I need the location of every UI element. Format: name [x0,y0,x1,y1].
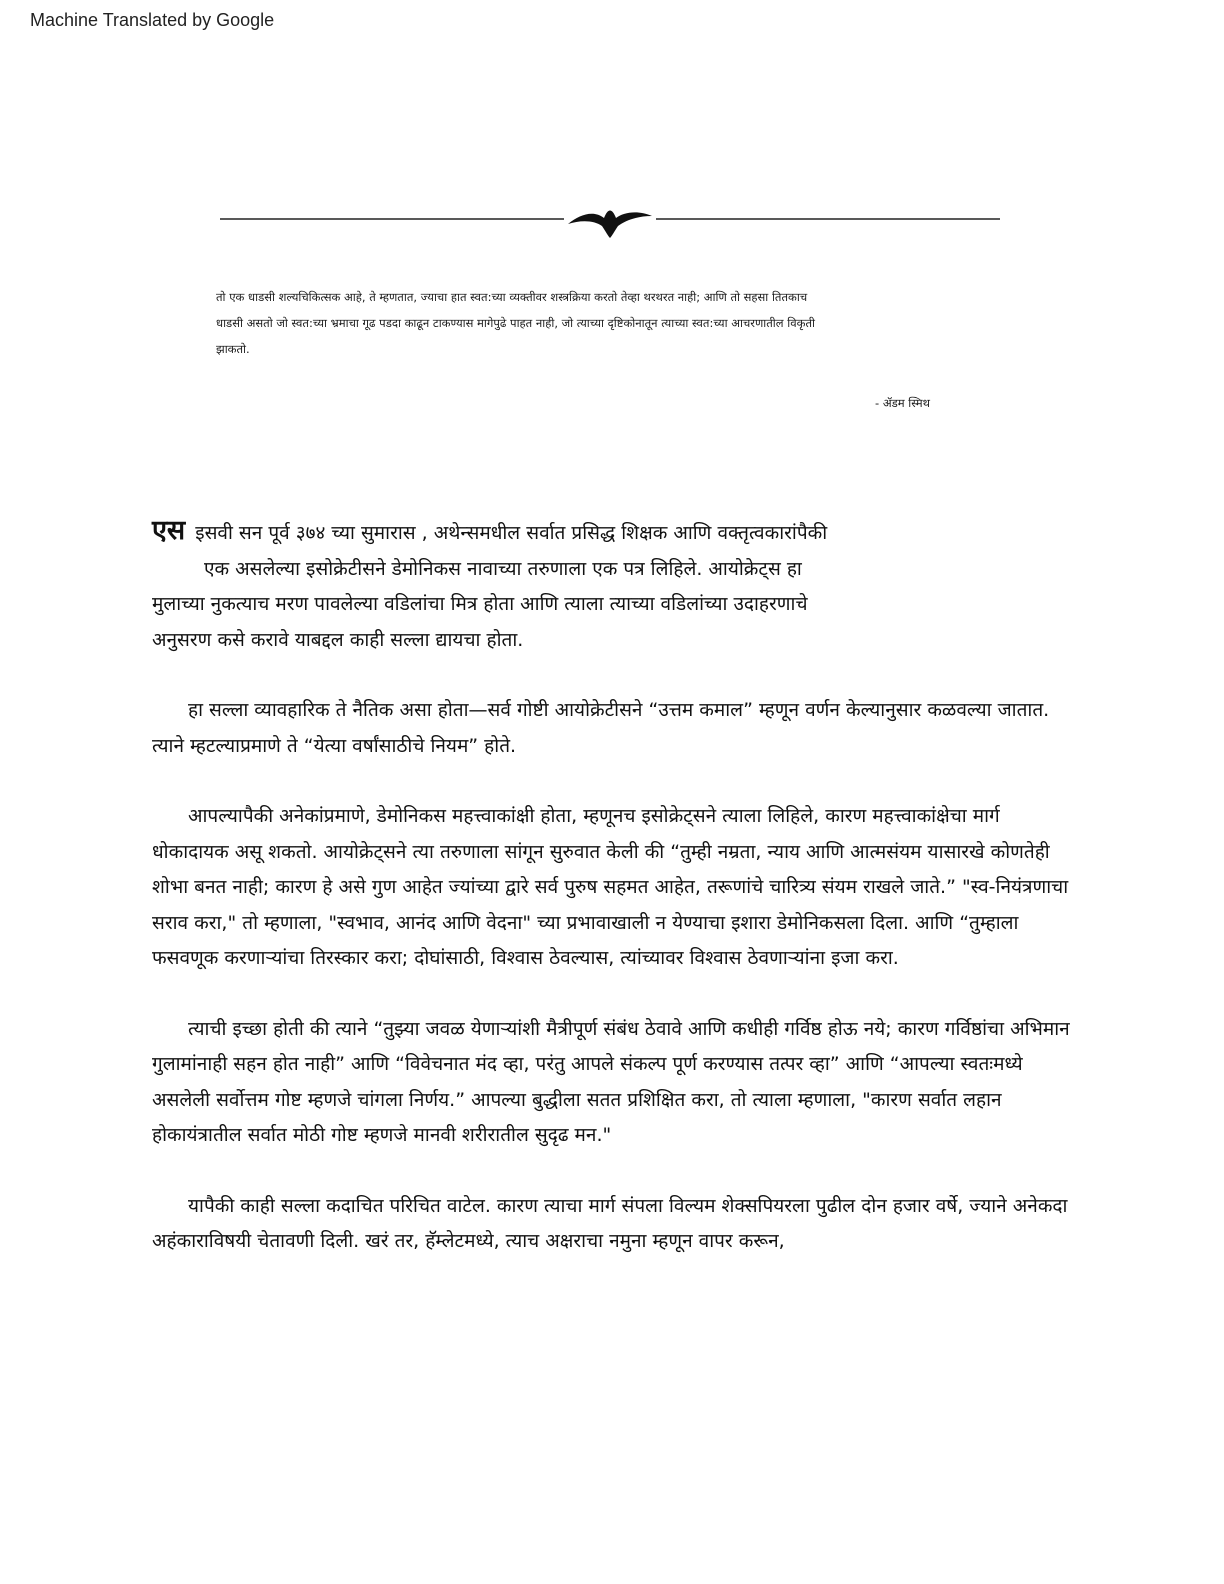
paragraph-2: हा सल्ला व्यावहारिक ते नैतिक असा होता—सर्व गोष्टी आयोक्रेटीसने “उत्तम कमाल” म्हणून वर्णन केल्यानुसार कळवल्या जातात. त्याने म्हटल्याप्रमाणे ते “येत्या वर्षांसाठीचे नियम” होते. [152,699,1050,757]
machine-translation-banner: Machine Translated by Google [30,10,275,30]
ornament-divider [218,196,1002,248]
paragraph-4: त्याची इच्छा होती की त्याने “तुझ्या जवळ येणाऱ्यांशी मैत्रीपूर्ण संबंध ठेवावे आणि कधीही गर्विष्ठ होऊ नये; कारण गर्विष्ठांचा अभिमान गुलामांनाही सहन होत नाही” आणि “विवेचनात मंद व्हा, परंतु आपले संकल्प पूर्ण करण्यास तत्पर व्हा” आणि “आपल्या स्वतःमध्ये असलेली सर्वोत्तम गोष्ट म्हणजे चांगला निर्णय.” आपल्या बुद्धीला सतत प्रशिक्षित करा, तो त्याला म्हणाला, "कारण सर्वात लहान होकायंत्रातील सर्वात मोठी गोष्ट म्हणजे मानवी शरीरातील सुदृढ मन." [152,1017,1070,1146]
drop-cap: एस [152,515,186,546]
epigraph-attribution: - ॲडम स्मिथ [875,396,930,410]
paragraph-1-line: इसवी सन पूर्व ३७४ च्या सुमारास , अथेन्समधील सर्वात प्रसिद्ध शिक्षक आणि वक्तृत्वकारांपैकी [195,522,828,544]
paragraph-1-line: मुलाच्या नुकत्याच मरण पावलेल्या वडिलांचा मित्र होता आणि त्याला त्याच्या वडिलांच्या उदाहरणाचे [152,593,808,615]
ornament-flourish-icon [568,211,652,239]
epigraph-quote [216,284,976,362]
main-body-text [152,513,1072,1295]
paragraph-1-line: अनुसरण कसे करावे याबद्दल काही सल्ला द्यायचा होता. [152,628,524,651]
paragraph-1 [152,513,1072,658]
paragraph-5: यापैकी काही सल्ला कदाचित परिचित वाटेल. कारण त्याचा मार्ग संपला विल्यम शेक्सपियरला पुढील दोन हजार वर्षे, ज्याने अनेकदा अहंकाराविषयी चेतावणी दिली. खरं तर, हॅम्लेटमध्ये, त्याच अक्षराचा नमुना म्हणून वापर करून, [152,1194,1068,1252]
epigraph-line: धाडसी असतो जो स्वत:च्या भ्रमाचा गूढ पडदा काढून टाकण्यास मागेपुढे पाहत नाही, जो त्याच्या दृष्टिकोनातून त्याच्या स्वत:च्या आचरणातील विकृती [216,316,815,330]
paragraph-1-line: एक असलेल्या इसोक्रेटीसने डेमोनिकस नावाच्या तरुणाला एक पत्र लिहिले. आयोक्रेट्स हा [204,557,802,580]
paragraph-3: आपल्यापैकी अनेकांप्रमाणे, डेमोनिकस महत्त्वाकांक्षी होता, म्हणूनच इसोक्रेट्सने त्याला लिहिले, कारण महत्त्वाकांक्षेचा मार्ग धोकादायक असू शकतो. आयोक्रेट्सने त्या तरुणाला सांगून सुरुवात केली की “तुम्ही नम्रता, न्याय आणि आत्मसंयम यासारखे कोणतेही शोभा बनत नाही; कारण हे असे गुण आहेत ज्यांच्या द्वारे सर्व पुरुष सहमत आहेत, तरूणांचे चारित्र्य संयम राखले जाते.” "स्व-नियंत्रणाचा सराव करा," तो म्हणाला, "स्वभाव, आनंद आणि वेदना" च्या प्रभावाखाली न येण्याचा इशारा डेमोनिकसला दिला. आणि “तुम्हाला फसवणूक करणाऱ्यांचा तिरस्कार करा; दोघांसाठी, विश्वास ठेवल्यास, त्यांच्यावर विश्वास ठेवणाऱ्यांना इजा करा. [152,805,1069,969]
epigraph-line: तो एक धाडसी शल्यचिकित्सक आहे, ते म्हणतात, ज्याचा हात स्वत:च्या व्यक्तीवर शस्त्रक्रिया करतो तेव्हा थरथरत नाही; आणि तो सहसा तितकाच [216,290,808,304]
epigraph-line: झाकतो. [216,342,250,356]
